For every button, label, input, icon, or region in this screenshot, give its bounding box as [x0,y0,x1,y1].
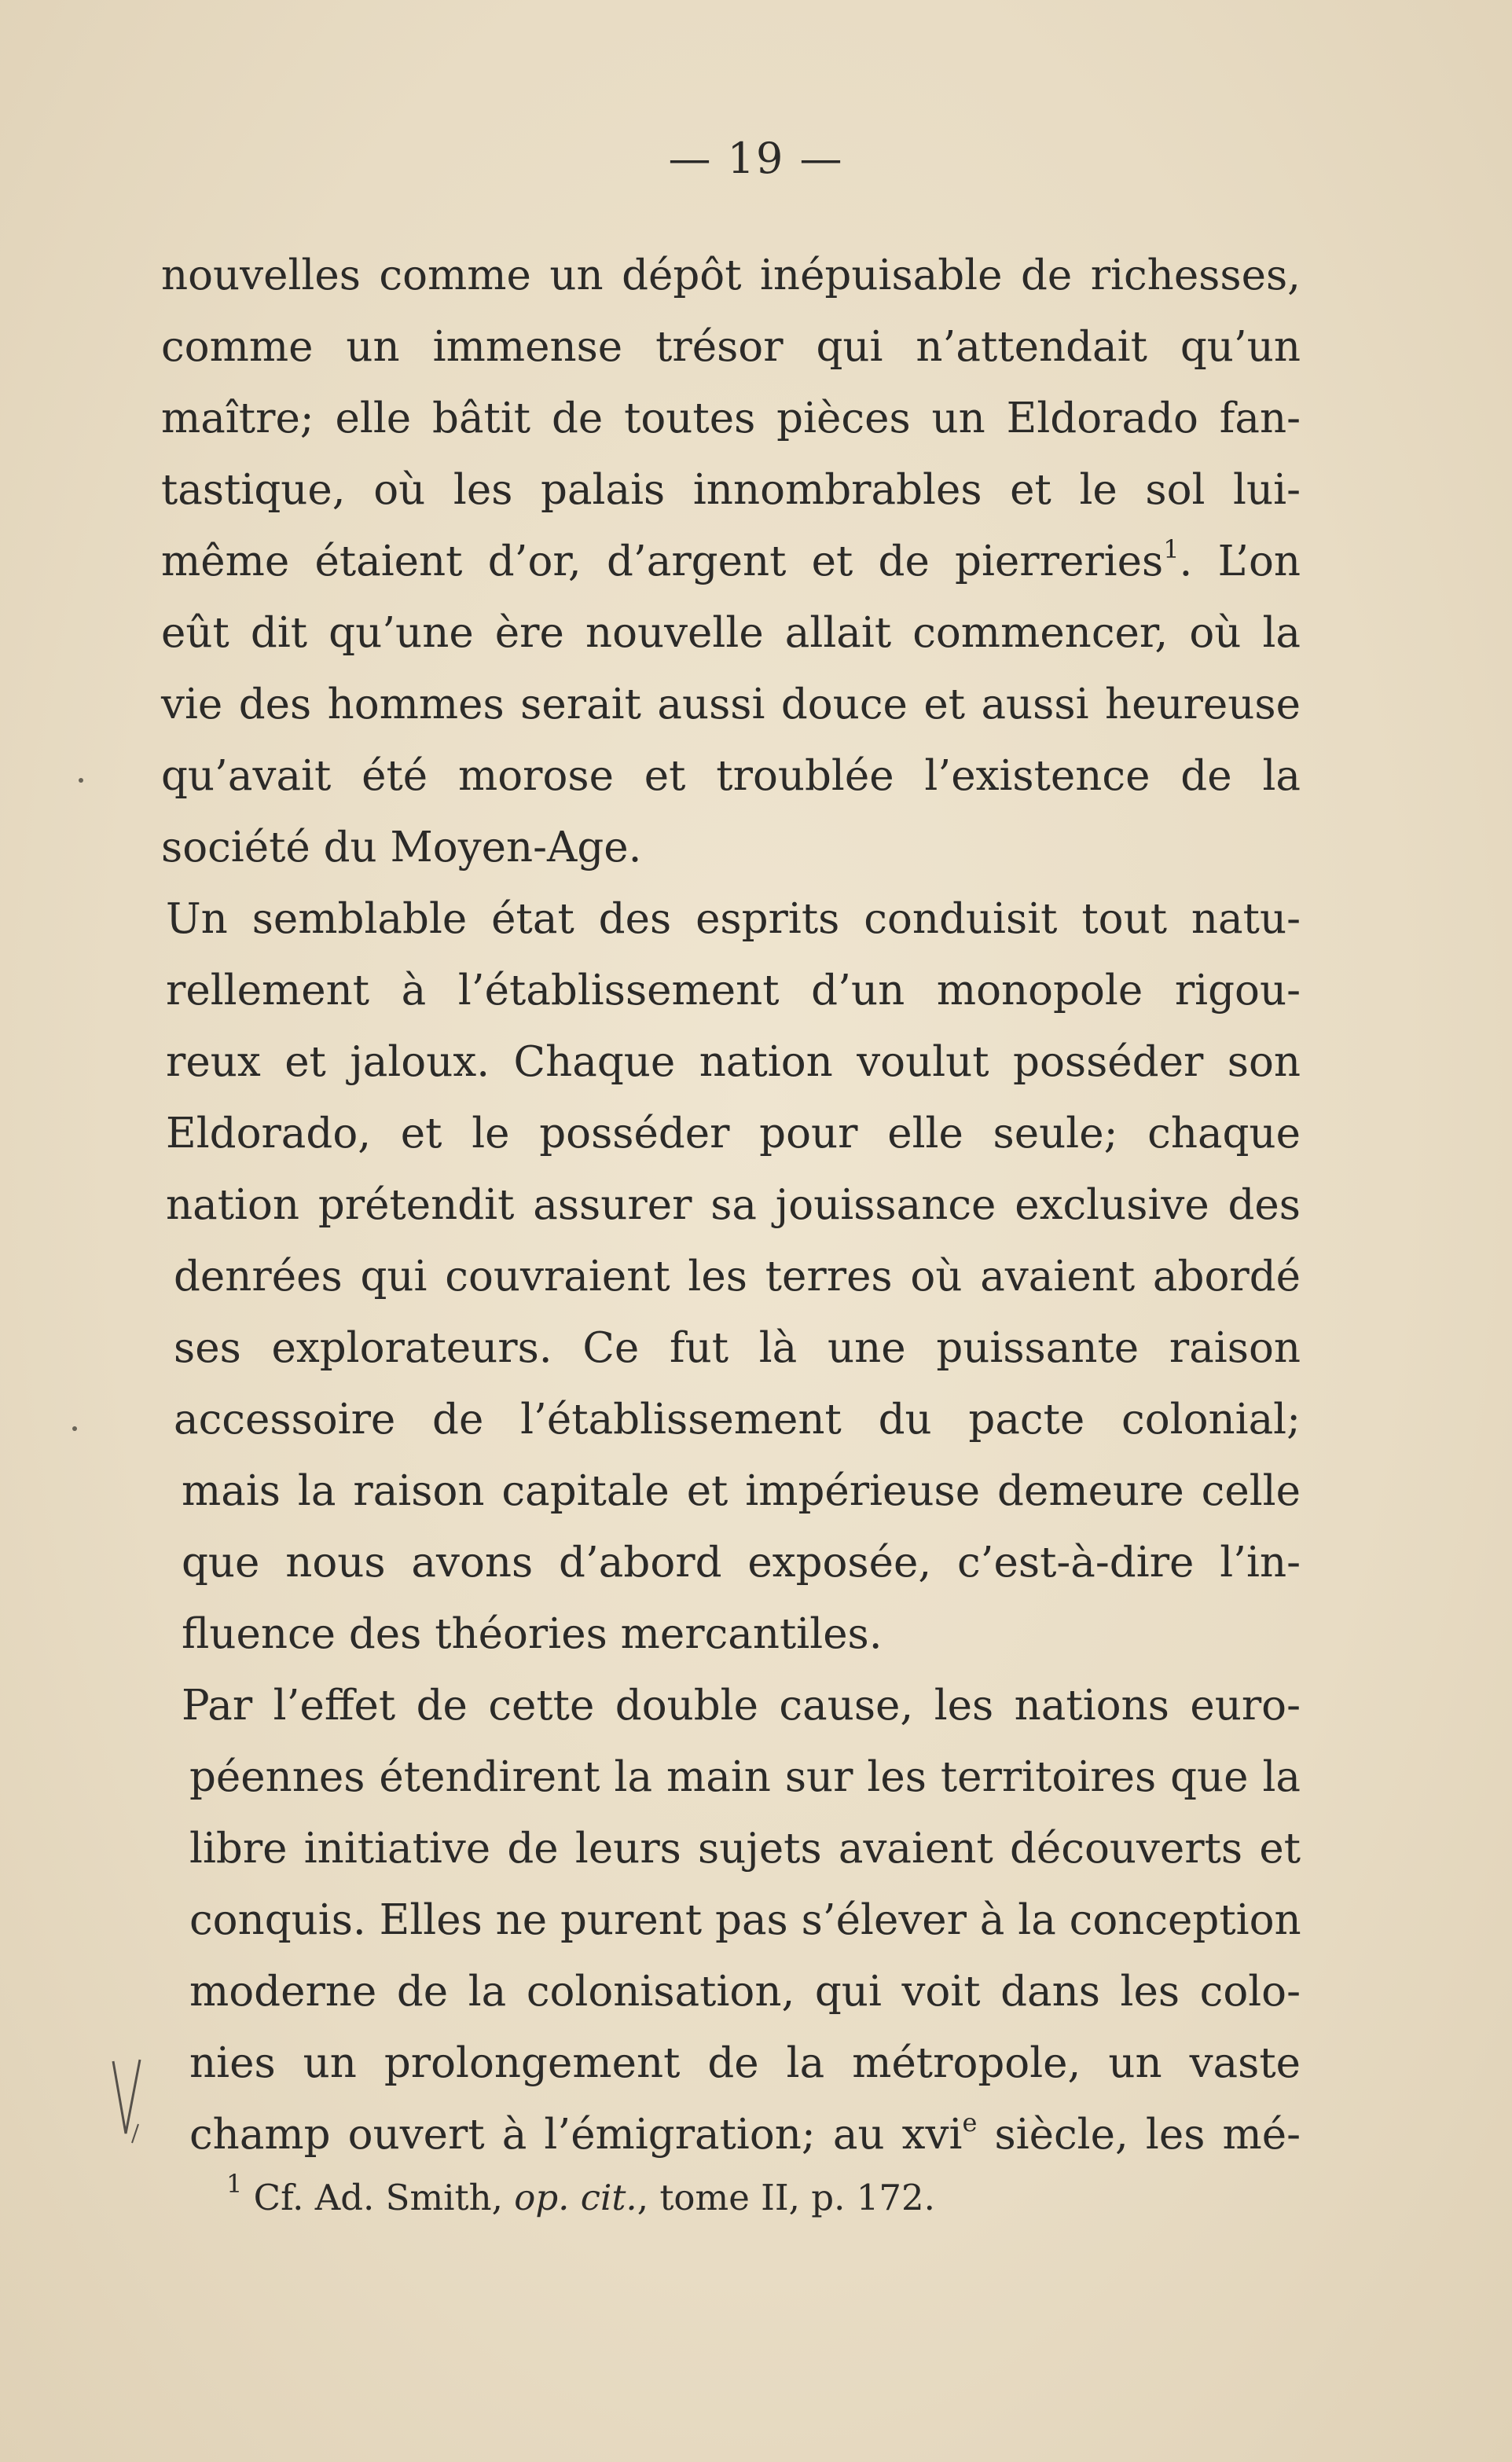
text-line [161,311,1301,383]
text-line [174,1312,1301,1384]
page-number: — 19 — [668,134,844,183]
margin-mark-label: V [108,2045,118,2058]
text-line-content: nation prétendit assurer sa jouissance exclusive des [166,1181,1301,1229]
footnote-text-before: Cf. Ad. Smith, [242,2177,515,2218]
text-line [161,597,1301,669]
text-line [174,1241,1301,1312]
text-line [161,526,1301,597]
text-line-content: que nous avons d’abord exposée, c’est-à-dire l’in- [182,1539,1301,1587]
text-line-content: même étaient d’or, d’argent et de pierreries [161,538,1164,585]
text-line [182,1670,1301,1741]
footnote-text-after: , tome II, p. 172. [637,2177,935,2218]
text-line-content: péennes étendirent la main sur les territoires que la [189,1753,1301,1801]
stray-dot [72,1426,77,1431]
text-line [182,1598,1301,1670]
text-line-content: conquis. Elles ne purent pas s’élever à la conception [189,1896,1301,1944]
text-line [189,2099,1301,2170]
text-line [182,1527,1301,1598]
text-line [161,669,1301,740]
text-line-content: Un semblable état des esprits conduisit tout natu- [166,895,1301,943]
text-line [161,812,1301,883]
text-line-content: reux et jaloux. Chaque nation voulut posséder son [166,1038,1301,1086]
text-line-tail: . L’on [1179,538,1301,585]
stray-dot [79,778,83,783]
footnote [226,2169,935,2218]
text-line-content: maître; elle bâtit de toutes pièces un Eldorado fan- [161,394,1301,442]
text-line-content: moderne de la colonisation, qui voit dans les colo- [189,1968,1301,2016]
text-line-tail: siècle, les mé- [977,2111,1301,2159]
text-line [189,2027,1301,2099]
text-line [189,1741,1301,1813]
footnote-marker: 1 [226,2169,243,2199]
text-line [166,955,1301,1026]
text-line-content: eût dit qu’une ère nouvelle allait commencer, où la [161,609,1301,657]
text-line-content: champ ouvert à l’émigration; au xvi [189,2111,963,2159]
footnote-italic: op. cit. [514,2177,637,2218]
text-line [161,383,1301,454]
text-line [174,1384,1301,1455]
text-line [161,740,1301,812]
text-line [166,1169,1301,1241]
text-line [189,1813,1301,1884]
margin-pencil-mark [108,2045,148,2149]
text-line [166,883,1301,955]
text-line-content: rellement à l’établissement d’un monopole rigou- [166,967,1301,1015]
body-text [161,240,1301,2170]
superscript: e [962,2108,978,2137]
text-line-content: société du Moyen-Age. [161,824,642,871]
text-line-content: nouvelles comme un dépôt inépuisable de richesses, [161,251,1301,299]
text-line [182,1455,1301,1527]
text-line-content: fluence des théories mercantiles. [182,1610,883,1658]
text-line [161,454,1301,526]
text-line [166,1098,1301,1169]
text-line [189,1956,1301,2027]
text-line [161,240,1301,311]
text-line-content: qu’avait été morose et troublée l’existence de la [161,752,1301,800]
text-line [166,1026,1301,1098]
text-line-content: tastique, où les palais innombrables et le sol lui- [161,466,1301,514]
superscript: 1 [1163,534,1180,564]
text-line-content: nies un prolongement de la métropole, un vaste [189,2039,1301,2087]
text-line [189,1884,1301,1956]
text-line-content: vie des hommes serait aussi douce et aussi heureuse [161,681,1301,728]
text-line-content: accessoire de l’établissement du pacte colonial; [174,1396,1301,1444]
text-line-content: Eldorado, et le posséder pour elle seule; chaque [166,1110,1301,1158]
text-line-content: mais la raison capitale et impérieuse demeure celle [182,1467,1301,1515]
text-line-content: comme un immense trésor qui n’attendait qu’un [161,323,1301,371]
text-line-content: denrées qui couvraient les terres où avaient abordé [174,1253,1301,1301]
text-line-content: libre initiative de leurs sujets avaient découverts et [189,1825,1301,1873]
text-line-content: ses explorateurs. Ce fut là une puissante raison [174,1324,1301,1372]
text-line-content: Par l’effet de cette double cause, les nations euro- [182,1682,1301,1730]
